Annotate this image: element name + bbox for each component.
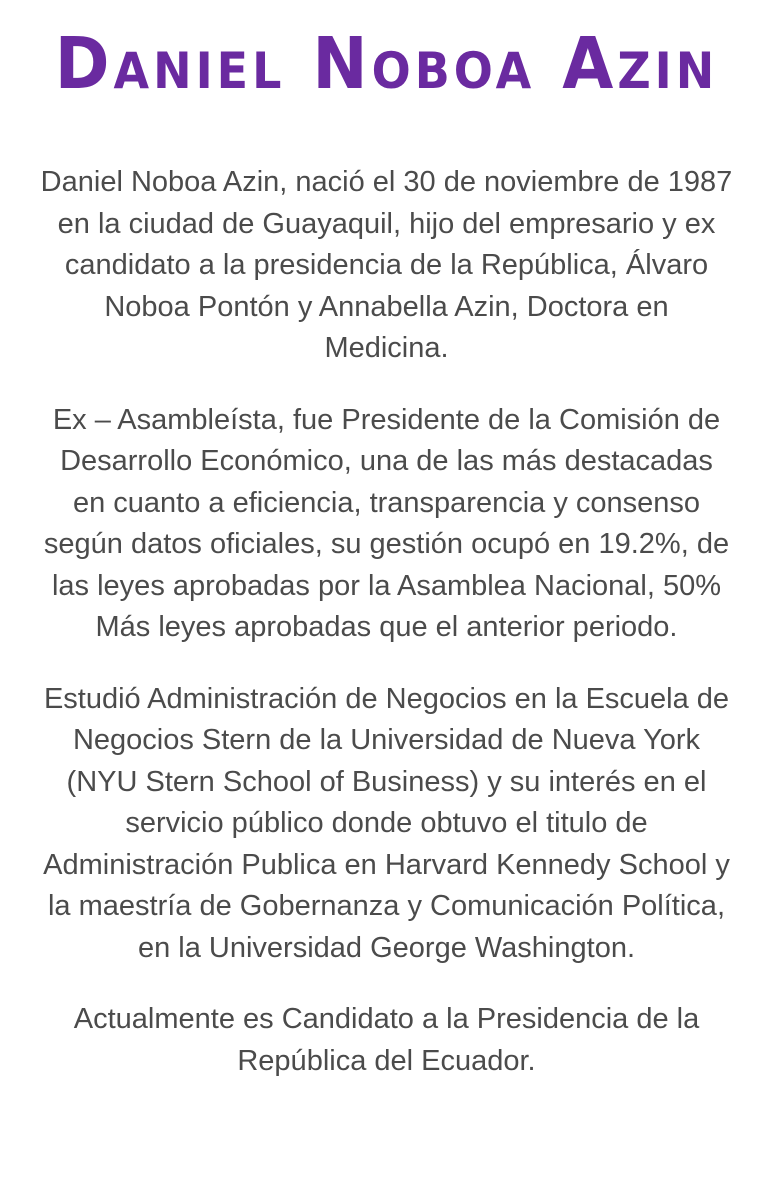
paragraph-education: Estudió Administración de Negocios en la Escuela de Negocios Stern de la Universidad de Nueva York (NYU Stern School of Business) y su interés en el servicio público donde obtuvo el titulo de Administración Publica en Harvard Kennedy School y la maestría de Gobernanza y Comunicación Política, en la Universidad George Washington. — [43, 682, 730, 964]
paragraph-candidacy: Actualmente es Candidato a la Presidencia de la República del Ecuador. — [73, 1003, 700, 1077]
paragraph-birth: Daniel Noboa Azin, nació el 30 de noviembre de 1987 en la ciudad de Guayaquil, hijo del empresario y ex candidato a la presidencia de la República, Álvaro Noboa Pontón y Annabella Azin, Doctora en Medicina. — [40, 166, 733, 364]
paragraph-assembly: Ex – Asambleísta, fue Presidente de la Comisión de Desarrollo Económico, una de las más destacadas en cuanto a eficiencia, transparencia y consenso según datos oficiales, su gestión ocupó en 19.2%, de las leyes aprobadas por la Asamblea Nacional, 50% Más leyes aprobadas que el anterior periodo. — [43, 403, 730, 643]
biography-text — [40, 162, 733, 1082]
page-title: Daniel Noboa Azin — [54, 21, 719, 106]
